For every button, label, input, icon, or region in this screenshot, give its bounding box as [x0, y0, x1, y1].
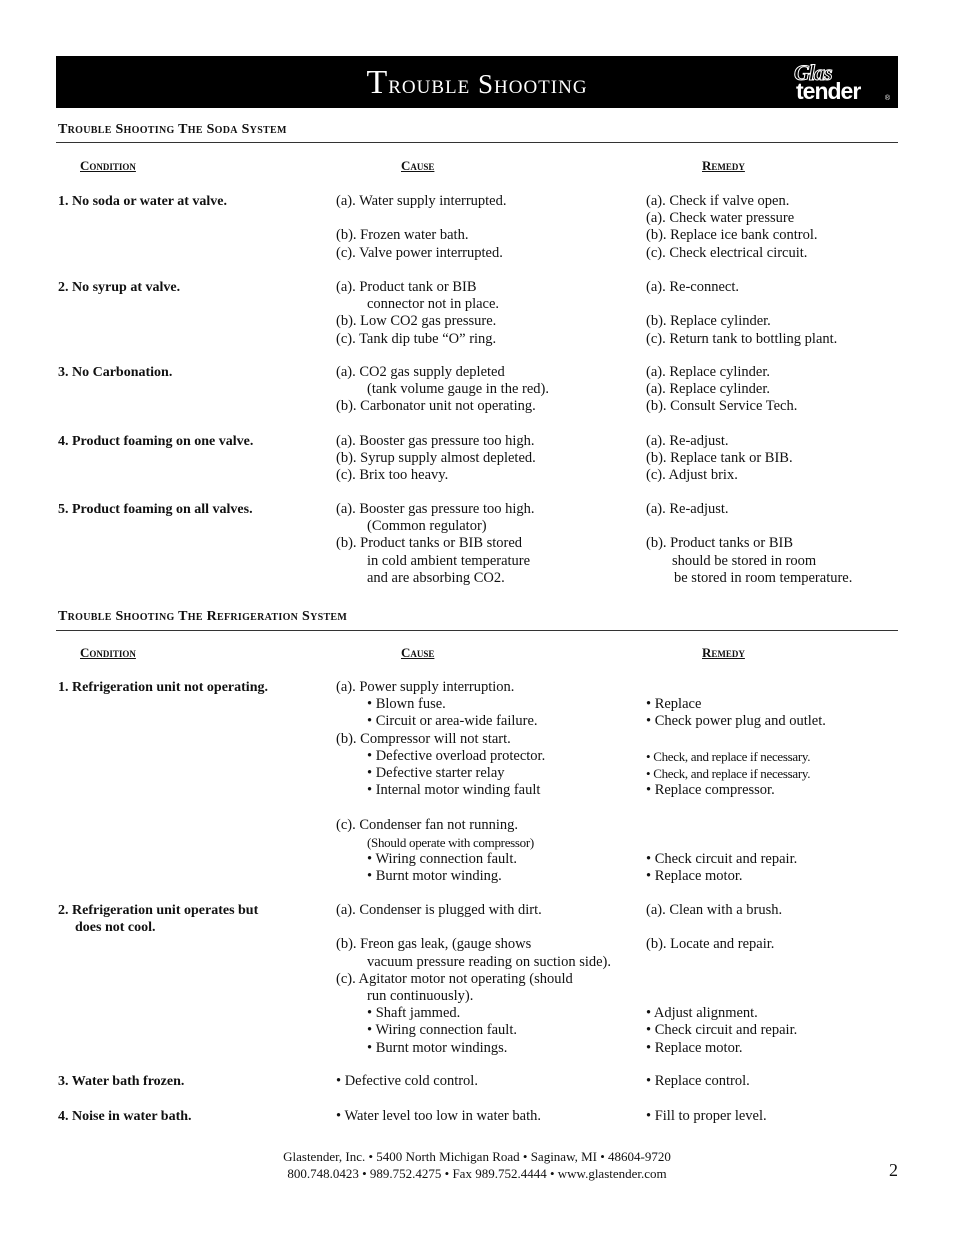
cause-line [336, 919, 641, 936]
cause-line: • Burnt motor winding. [367, 868, 502, 885]
cause-line: (b). Syrup supply almost depleted. [336, 450, 536, 467]
remedy-line: (c). Check electrical circuit. [646, 244, 808, 261]
soda-row-2-cause [336, 279, 641, 348]
soda-section-title: Trouble Shooting The Soda System [58, 122, 287, 137]
cause-line: • Defective starter relay [367, 764, 505, 781]
cause-line: (c). Tank dip tube “O” ring. [336, 330, 497, 347]
soda-row-4-cause [336, 433, 641, 485]
remedy-line: • Adjust alignment. [646, 1005, 758, 1022]
remedy-line: • Replace motor. [646, 1039, 743, 1056]
cause-line: (c). Brix too heavy. [336, 467, 449, 484]
remedy-line: (b). Consult Service Tech. [646, 398, 798, 415]
cause-line: • Internal motor winding fault [367, 782, 541, 799]
condition-line: does not cool. [75, 920, 156, 936]
refrig-row-4-cause [336, 1108, 641, 1125]
remedy-line [646, 679, 898, 696]
soda-row-3-cause [336, 364, 641, 416]
soda-section-rule [56, 142, 898, 143]
condition-line: 4. Product foaming on one valve. [58, 434, 254, 449]
refrig-header-remedy: Remedy [702, 645, 745, 660]
condition-line: 5. Product foaming on all valves. [58, 502, 253, 517]
soda-header-condition: Condition [80, 158, 136, 173]
soda-row-3-remedy [646, 364, 898, 416]
cause-line: and are absorbing CO2. [367, 569, 505, 586]
cause-line: (c). Agitator motor not operating (should [336, 970, 573, 987]
remedy-line: (b). Product tanks or BIB [646, 535, 793, 552]
page-number: 2 [889, 1160, 898, 1180]
refrig-row-1-cause [336, 679, 641, 885]
refrig-row-1-remedy [646, 679, 898, 885]
soda-row-4-remedy [646, 433, 898, 485]
cause-line: • Shaft jammed. [367, 1005, 461, 1022]
remedy-line [646, 919, 898, 936]
cause-line: (a). Water supply interrupted. [336, 193, 507, 209]
cause-line: vacuum pressure reading on suction side). [367, 953, 612, 970]
refrig-header-condition: Condition [80, 645, 136, 660]
remedy-line: (b). Replace ice bank control. [646, 227, 818, 244]
condition-line: 1. Refrigeration unit not operating. [58, 680, 268, 695]
remedy-line [646, 954, 898, 971]
remedy-line: • Check circuit and repair. [646, 1022, 798, 1039]
remedy-line [646, 988, 898, 1005]
remedy-line: (a). Replace cylinder. [646, 364, 770, 380]
remedy-line [646, 834, 898, 851]
cause-line: • Water level too low in water bath. [336, 1108, 541, 1124]
cause-line: in cold ambient temperature [367, 552, 531, 569]
refrig-row-3-condition [58, 1073, 328, 1090]
refrig-section-rule [56, 630, 898, 631]
condition-line: 1. No soda or water at valve. [58, 194, 228, 209]
logo-tender: tender [796, 78, 861, 104]
remedy-line: • Replace [646, 696, 702, 713]
cause-line: (Common regulator) [367, 518, 487, 535]
logo-glas: Glas [794, 60, 832, 85]
soda-row-2-condition [58, 279, 328, 296]
cause-line: • Circuit or area-wide failure. [367, 713, 538, 730]
cause-line: (b). Low CO2 gas pressure. [336, 313, 497, 330]
refrig-section-title: Trouble Shooting The Refrigeration System [58, 609, 348, 624]
soda-row-5-remedy [646, 501, 898, 587]
refrig-header-cause: Cause [401, 645, 435, 660]
remedy-line: (a). Replace cylinder. [646, 381, 770, 398]
cause-line: • Defective cold control. [336, 1073, 478, 1089]
cause-line: (a). Product tank or BIB [336, 279, 477, 295]
logo-registered-mark: ® [884, 95, 890, 102]
footer [0, 1148, 954, 1182]
soda-row-5-cause [336, 501, 641, 587]
refrig-row-3-remedy [646, 1073, 898, 1090]
refrig-row-4-remedy [646, 1108, 898, 1125]
soda-row-4-condition [58, 433, 328, 450]
cause-line: connector not in place. [367, 296, 500, 313]
footer-address: Glastender, Inc. • 5400 North Michigan Road • Saginaw, MI • 48604-9720 [283, 1149, 671, 1164]
refrig-row-2-cause [336, 902, 641, 1057]
condition-line: 3. Water bath frozen. [58, 1074, 185, 1089]
remedy-line [646, 971, 898, 988]
remedy-line: • Check circuit and repair. [646, 850, 798, 867]
soda-row-2-remedy [646, 279, 898, 348]
cause-line: • Blown fuse. [367, 696, 446, 713]
remedy-line: • Check, and replace if necessary. [646, 748, 811, 764]
remedy-line: • Replace motor. [646, 868, 743, 885]
remedy-line: (a). Check if valve open. [646, 193, 790, 209]
remedy-line [646, 296, 898, 313]
cause-line: • Defective overload protector. [367, 747, 546, 764]
remedy-line: (a). Re-adjust. [646, 433, 729, 449]
cause-line: (a). Condenser is plugged with dirt. [336, 902, 542, 918]
condition-line: 4. Noise in water bath. [58, 1109, 192, 1124]
cause-line: (a). Power supply interruption. [336, 679, 515, 695]
footer-contact: 800.748.0423 • 989.752.4275 • Fax 989.752.4444 • www.glastender.com [287, 1166, 667, 1181]
glastender-logo [786, 60, 890, 104]
cause-line: (b). Compressor will not start. [336, 730, 511, 747]
remedy-line [646, 731, 898, 748]
remedy-line: (b). Locate and repair. [646, 936, 775, 953]
remedy-line: • Fill to proper level. [646, 1108, 767, 1124]
soda-row-1-remedy [646, 193, 898, 262]
title-banner [56, 56, 898, 108]
cause-line: (b). Freon gas leak, (gauge shows [336, 936, 532, 953]
condition-line: 2. No syrup at valve. [58, 280, 181, 295]
remedy-line: be stored in room temperature. [674, 569, 853, 586]
remedy-line [646, 799, 898, 816]
refrig-row-3-cause [336, 1073, 641, 1090]
soda-header-remedy: Remedy [702, 158, 745, 173]
soda-row-1-cause [336, 193, 641, 262]
cause-line: (b). Frozen water bath. [336, 227, 469, 244]
cause-line: • Burnt motor windings. [367, 1039, 508, 1056]
cause-line: (a). Booster gas pressure too high. [336, 433, 535, 449]
cause-line: (Should operate with compressor) [367, 834, 534, 850]
soda-row-3-condition [58, 364, 328, 381]
refrig-row-2-condition [58, 902, 328, 936]
cause-line: (b). Product tanks or BIB stored [336, 535, 523, 552]
cause-line: (c). Condenser fan not running. [336, 816, 519, 833]
remedy-line [646, 518, 898, 535]
soda-header-cause: Cause [401, 158, 435, 173]
soda-row-5-condition [58, 501, 328, 518]
cause-line: run continuously). [367, 987, 474, 1004]
remedy-line: (a). Re-adjust. [646, 501, 729, 517]
remedy-line: (b). Replace cylinder. [646, 313, 771, 330]
cause-line: (tank volume gauge in the red). [367, 381, 549, 398]
remedy-line: • Check power plug and outlet. [646, 713, 826, 730]
cause-line: (c). Valve power interrupted. [336, 244, 503, 261]
remedy-line: (b). Replace tank or BIB. [646, 450, 793, 467]
remedy-line: (c). Adjust brix. [646, 467, 738, 484]
page-title: Trouble Shooting [366, 64, 588, 101]
remedy-line: (a). Check water pressure [646, 210, 795, 227]
remedy-line: should be stored in room [672, 552, 817, 569]
refrig-row-1-condition [58, 679, 328, 696]
remedy-line: • Replace control. [646, 1073, 750, 1089]
cause-line: • Wiring connection fault. [367, 850, 517, 867]
remedy-line: • Replace compressor. [646, 782, 775, 799]
remedy-line [646, 817, 898, 834]
refrig-row-4-condition [58, 1108, 328, 1125]
remedy-line: (a). Re-connect. [646, 279, 739, 295]
soda-row-1-condition [58, 193, 328, 210]
condition-line: 2. Refrigeration unit operates but [58, 903, 259, 918]
refrig-row-2-remedy [646, 902, 898, 1057]
cause-line: (a). Booster gas pressure too high. [336, 501, 535, 517]
condition-line: 3. No Carbonation. [58, 365, 173, 380]
remedy-line: • Check, and replace if necessary. [646, 765, 811, 781]
remedy-line: (c). Return tank to bottling plant. [646, 330, 838, 347]
cause-line: (b). Carbonator unit not operating. [336, 398, 536, 415]
remedy-line: (a). Clean with a brush. [646, 902, 783, 918]
cause-line: (a). CO2 gas supply depleted [336, 364, 505, 380]
cause-line: • Wiring connection fault. [367, 1022, 517, 1039]
cause-line [336, 799, 641, 816]
cause-line [336, 210, 641, 227]
